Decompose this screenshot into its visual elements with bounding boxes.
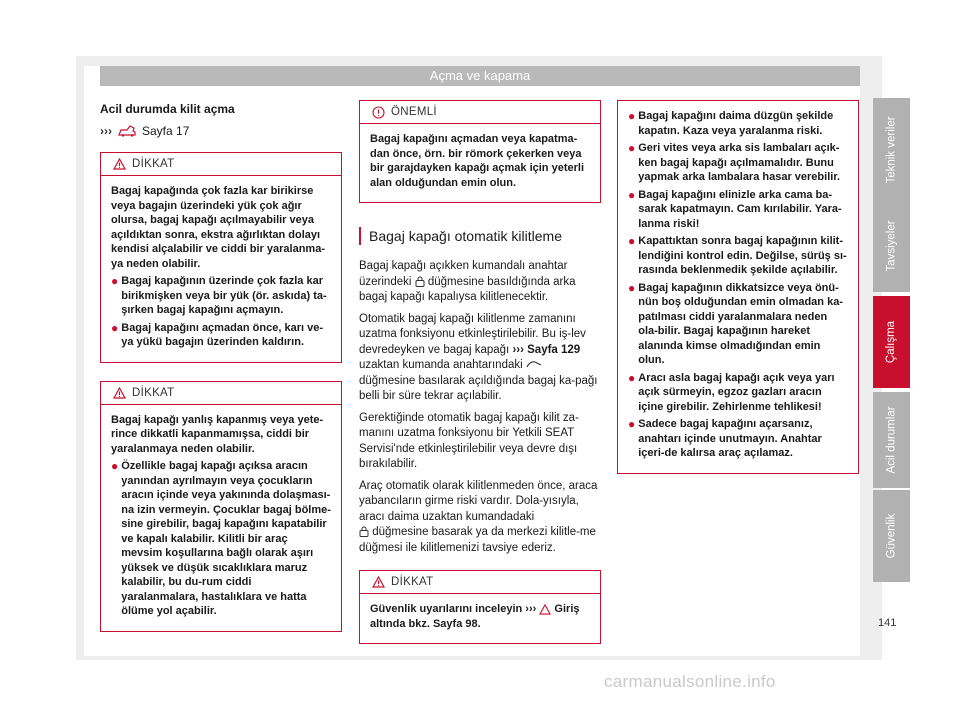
paragraph: Araç otomatik olarak kilitlenmeden önce, araca yabancıların girme riski vardır. Dola-yısıyla, aracı daima uzaktan kumandadaki düğmesine basarak ya da merkezi kilitle-me düğmesi ile kilitlemenizi tavsiye ederiz. bbox=[359, 479, 598, 554]
warning-triangle-icon bbox=[372, 576, 385, 588]
warning-header bbox=[101, 382, 341, 405]
tab-acil-durumlar[interactable]: Acil durumlar bbox=[873, 392, 910, 488]
list-item: ● Bagaj kapağını daima düzgün şekilde kapatın. Kaza veya yaralanma riski. bbox=[628, 109, 834, 137]
trunk-icon bbox=[526, 360, 542, 369]
warning-body bbox=[101, 405, 341, 631]
warning-intro: Bagaj kapağında çok fazla kar birikirse veya bagajın üzerindeki yük çok ağır olursa, bagaj kapağı açılmayabilir veya açıldıktan sonra, ekstra ağırlıktan dolayı kendisi alçalabilir ve ciddi bir yaralanma-ya neden olabilir. bbox=[111, 185, 325, 270]
section-heading: Acil durumda kilit açma bbox=[100, 102, 235, 116]
note-label: ÖNEMLİ bbox=[391, 106, 437, 118]
list-item: ● Özellikle bagaj kapağı açıksa aracın yanından ayrılmayın veya çocukların aracın içinde veya yakınında dolaşması-na izin vermeyin. Çocuklar bagaj bölme-sine girebilir, bagaj kapağını kapatabilir ve kapalı kalabilir. Kilitli bir araç mevsim koşullarına bağlı olarak aşırı yüksek ve düşük sıcaklıklara maruz kalabilir, bu du-rum ciddi yaralanmalara, hastalıklara ve hatta ölüme yol açabilir. bbox=[111, 459, 331, 617]
note-body bbox=[360, 124, 600, 202]
tab-tavsiyeler[interactable]: Tavsiyeler bbox=[873, 200, 910, 292]
page-link[interactable]: ››› Sayfa 129 bbox=[512, 343, 581, 356]
list-item: ● Bagaj kapağını açmadan önce, karı ve-ya yükü bagajın üzerinden kaldırın. bbox=[111, 320, 323, 348]
list-item: ● Sadece bagaj kapağını açarsanız, anahtarı içinde unutmayın. Anahtar içeri-de kalırsa araç açılamaz. bbox=[628, 417, 822, 459]
warning-intro: Bagaj kapağı yanlış kapanmış veya yete-rince dikkatli kapanmamışsa, ciddi bir yaralanmaya neden olabilir. bbox=[111, 413, 324, 455]
warning-header bbox=[360, 571, 600, 594]
page-reference[interactable] bbox=[100, 124, 342, 138]
column-right bbox=[617, 96, 859, 492]
paragraph: Otomatik bagaj kapağı kilitlenme zamanını uzatma fonksiyonu etkinleştirilebilir. Bu iş-lev devredeyken ve bagaj kapağı ››› Sayfa 129 uzaktan kumanda anahtarındaki düğmesine basılarak açıldığında bagaj ka-pağı belli bir süre tekrar açılabilir. bbox=[359, 312, 598, 402]
warning-triangle-icon bbox=[539, 604, 551, 615]
note-header bbox=[360, 101, 600, 124]
warning-box-closing bbox=[100, 381, 342, 632]
car-open-trunk-icon bbox=[118, 125, 136, 137]
warning-text: Güvenlik uyarılarını inceleyin ››› Giriş altında bkz. Sayfa 98. bbox=[370, 603, 580, 630]
list-item: ● Bagaj kapağının üzerinde çok fazla kar birikmişken veya bir yük (ör. askıda) ta-şırken bagaj kapağını açmayın. bbox=[111, 274, 327, 316]
warning-label: DİKKAT bbox=[132, 158, 175, 170]
warning-box-continued bbox=[617, 100, 859, 474]
note-box bbox=[359, 100, 601, 203]
list-item: ● Aracı asla bagaj kapağı açık veya yarı açık sürmeyin, egzoz gazları aracın içine girebilir. Zehirlenme tehlikesi! bbox=[628, 370, 835, 413]
note-text: Bagaj kapağını açmadan veya kapatma-dan önce, örn. bir römork çekerken veya bir garajdayken kapağı açmak için yeterli alan olduğundan emin olun. bbox=[370, 133, 584, 189]
info-circle-icon bbox=[372, 106, 385, 119]
tab-calisma[interactable]: Çalışma bbox=[873, 296, 910, 388]
warning-box-snow bbox=[100, 152, 342, 363]
reference-arrows: ››› bbox=[100, 124, 112, 138]
page-number: 141 bbox=[878, 617, 897, 629]
lock-icon bbox=[415, 276, 425, 287]
list-item: ● Geri vites veya arka sis lambaları açık-ken bagaj kapağı açılmamalıdır. Bunu yapmak arka lambalara hasar verebilir. bbox=[628, 141, 841, 183]
list-item: ● Kapattıktan sonra bagaj kapağının kilit-lendiğini kontrol edin. Değilse, sürüş sı-rasında beklenmedik şekilde açılabilir. bbox=[628, 234, 847, 276]
warning-box-safety bbox=[359, 570, 601, 644]
warning-body bbox=[618, 101, 858, 473]
lock-icon bbox=[359, 526, 369, 537]
warning-label: DİKKAT bbox=[391, 576, 434, 588]
warning-triangle-icon bbox=[113, 158, 126, 170]
warning-body bbox=[360, 594, 600, 643]
column-middle bbox=[359, 96, 601, 662]
column-left bbox=[100, 96, 342, 650]
reference-text: Sayfa 17 bbox=[142, 124, 190, 138]
warning-header bbox=[101, 153, 341, 176]
list-item: ● Bagaj kapağının dikkatsizce veya önü-nün boş olduğundan emin olmadan ka-patılması ciddi yaralanmalara neden ola-bilir. Bagaj kapağının hareket alanında kimse olmadığından emin olun. bbox=[628, 280, 843, 366]
page-header: Açma ve kapama bbox=[100, 66, 860, 86]
paragraph: Gerektiğinde otomatik bagaj kapağı kilit za-manını uzatma fonksiyonu bir Yetkili SEAT Servisi'nde etkinleştirilebilir veya devre dışı bırakılabilir. bbox=[359, 411, 579, 470]
tab-teknik-veriler[interactable]: Teknik veriler bbox=[873, 98, 910, 202]
section-title: Bagaj kapağı otomatik kilitleme bbox=[359, 227, 601, 245]
watermark: carmanualsonline.info bbox=[604, 672, 776, 691]
warning-label: DİKKAT bbox=[132, 386, 175, 399]
list-item: ● Bagaj kapağını elinizle arka cama ba-sarak kapatmayın. Cam kırılabilir. Yara-lanma riski! bbox=[628, 187, 842, 230]
warning-triangle-icon bbox=[113, 387, 126, 399]
tab-guvenlik[interactable]: Güvenlik bbox=[873, 490, 910, 582]
warning-body bbox=[101, 176, 341, 362]
paragraph: Bagaj kapağı açıkken kumandalı anahtar üzerindeki düğmesine basıldığında arka bagaj kapağı kapalıysa kilitlenecektir. bbox=[359, 260, 576, 303]
